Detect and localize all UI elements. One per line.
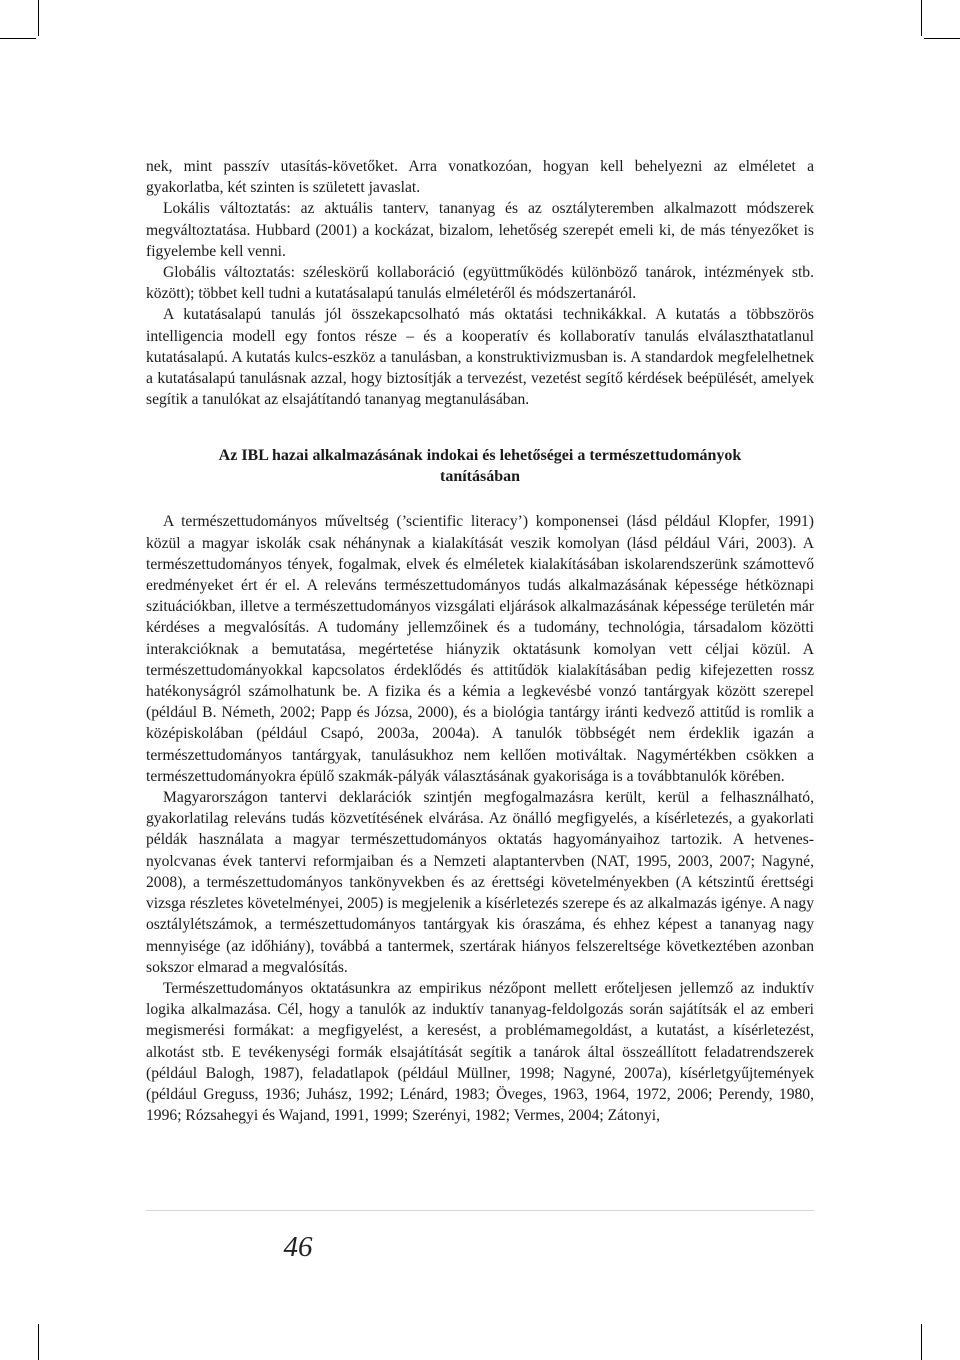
body-paragraph: A természettudományos műveltség (’scientific literacy’) komponensei (lásd például Klopfer, 1991) közül a magyar iskolák csak néhánynak a kialakítását veszik komolyan (lásd például Vári, 2003). A természettudományos tények, fogalmak, elvek és elméletek kialakításában iskolarendszerünk számottevő eredményeket ért ér el. A releváns természettudományos tudás alkalmazásának képessége hétköznapi szituációkban, illetve a természettudományos vizsgálati eljárások alkalmazásának képessége területén már kérdéses a megvalósítás. A tudomány jellemzőinek és a tudomány, technológia, társadalom közötti interakcióknak a bemutatása, megértetése hiányzik oktatásunk komolyan vett céljai közül. A természettudományokkal kapcsolatos érdeklődés és attitűdök kialakításában pedig kifejezetten rossz hatékonyságról számolhatunk be. A fizika és a kémia a legkevésbé vonzó tantárgyak között szerepel (például B. Németh, 2002; Papp és Józsa, 2000), és a biológia tantárgy iránti kedvező attitűd is romlik a középiskolában (például Csapó, 2003a, 2004a). A tanulók többségét nem érdeklik igazán a természettudományos tantárgyak, tanulásukhoz nem kellően motiváltak. Nagymértékben csökken a természettudományokra épülő szakmák-pályák választásának gyakorisága is a továbbtanulók körében. (146, 513, 814, 785)
page-body (146, 156, 814, 1126)
body-paragraph: A kutatásalapú tanulás jól összekapcsolható más oktatási technikákkal. A kutatás a többszörös intelligencia modell egy fontos része – és a kooperatív és kollaboratív tanulás elválaszthatatlanul kutatásalapú. A kutatás kulcs-eszköz a tanulásban, a konstruktivizmusban is. A standardok megfelelhetnek a kutatásalapú tanulásnak azzal, hogy biztosítják a tervezést, vezetést segítő kérdések beépülését, amelyek segítik a tanulókat az elsajátítandó tananyag megtanulásában. (146, 306, 814, 409)
crop-mark (924, 38, 960, 39)
crop-mark (38, 0, 39, 36)
body-paragraph: Természettudományos oktatásunkra az empirikus nézőpont mellett erőteljesen jellemző az induktív logika alkalmazása. Cél, hogy a tanulók az induktív tananyag-feldolgozás során sajátítsák el az emberi megismerési formákat: a megfigyelést, a keresést, a problémamegoldást, a kutatást, a kísérletezést, alkotást stb. E tevékenységi formák elsajátítását segítik a tanárok által összeállított feladatrendszerek (például Balogh, 1987), feladatlapok (például Müllner, 1998; Nagyné, 2007a), kísérletgyűjtemények (például Greguss, 1936; Juhász, 1992; Lénárd, 1983; Öveges, 1963, 1964, 1972, 2006; Perendy, 1980, 1996; Rózsahegyi és Wajand, 1991, 1999; Szerényi, 1982; Vermes, 2004; Zátonyi, (146, 979, 814, 1125)
crop-mark (0, 38, 36, 39)
crop-mark (38, 1324, 39, 1360)
body-paragraph: Globális változtatás: széleskörű kollaboráció (együttműködés különböző tanárok, intézmények stb. között); többet kell tudni a kutatásalapú tanulás elméletéről és módszertanáról. (146, 264, 814, 303)
bottom-rule (146, 1210, 814, 1211)
crop-mark (921, 1324, 922, 1360)
body-paragraph: nek, mint passzív utasítás-követőket. Arra vonatkozóan, hogyan kell behelyezni az elméletet a gyakorlatba, két szinten is született javaslat. (146, 158, 814, 197)
crop-mark (921, 0, 922, 36)
page-number: 46 (283, 1231, 313, 1263)
section-heading: Az IBL hazai alkalmazásának indokai és lehetőségei a természettudományok tanításában (218, 447, 742, 486)
body-paragraph: Lokális változtatás: az aktuális tanterv, tananyag és az osztályteremben alkalmazott módszerek megváltoztatása. Hubbard (2001) a kockázat, bizalom, lehetőség szerepét emeli ki, de más tényezőket is figyelembe kell venni. (146, 200, 814, 260)
body-paragraph: Magyarországon tantervi deklarációk szintjén megfogalmazásra került, kerül a felhasználható, gyakorlatilag releváns tudás közvetítésének elvárása. Az önálló megfigyelés, a kísérletezés, a gyakorlati példák használata a magyar természettudományos oktatás hagyományaihoz tartozik. A hetvenes-nyolcvanas évek tantervi reformjaiban és a Nemzeti alaptantervben (NAT, 1995, 2003, 2007; Nagyné, 2008), a természettudományos tankönyvekben és az érettségi követelményekben (A kétszintű érettségi vizsga részletes követelményei, 2005) is megjelenik a kísérletezés szerepe és az alkalmazás igénye. A nagy osztálylétszámok, a természettudományos tantárgyak kis óraszáma, és ehhez képest a tananyag nagy mennyisége (az időhiány), továbbá a tantermek, szertárak hiányos felszereltsége következtében azonban sokszor elmarad a megvalósítás. (146, 789, 814, 976)
